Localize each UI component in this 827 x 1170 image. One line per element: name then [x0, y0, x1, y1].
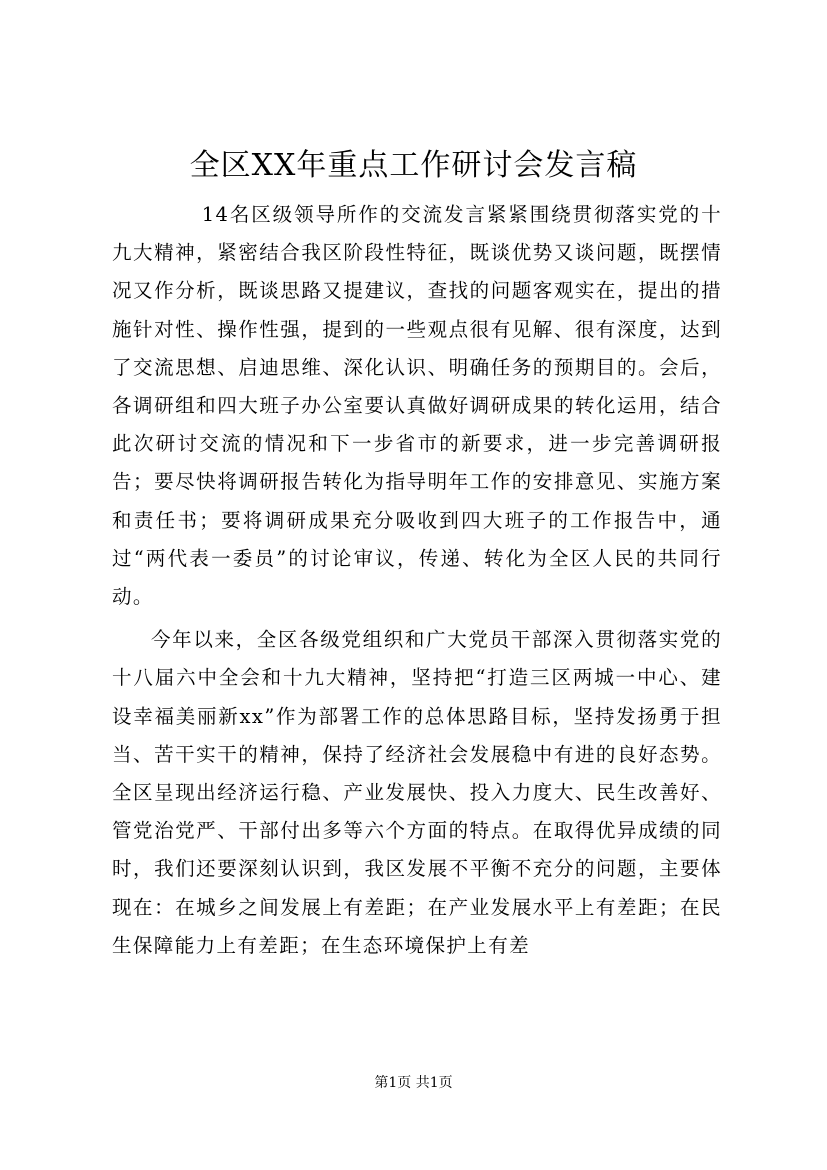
page-number-footer: 第1页 共1页 [374, 1075, 453, 1091]
document-title: 全区XX年重点工作研讨会发言稿 [189, 148, 638, 183]
paragraph-2: 今年以来，全区各级党组织和广大党员干部深入贯彻落实党的十八届六中全会和十九大精神，坚持把“打造三区两城一中心、建设幸福美丽新xx”作为部署工作的总体思路目标，坚持发扬勇于担当、苦干实干的精神，保持了经济社会发展稳中有进的良好态势。全区呈现出经济运行稳、产业发展快、投入力度大、民生改善好、管党治党严、干部付出多等六个方面的特点。在取得优异成绩的同时，我们还要深刻认识到，我区发展不平衡不充分的问题，主要体现在：在城乡之间发展上有差距；在产业发展水平上有差距；在民生保障能力上有差距；在生态环境保护上有差 [112, 628, 722, 957]
paragraph-1: 14名区级领导所作的交流发言紧紧围绕贯彻落实党的十九大精神，紧密结合我区阶段性特征，既谈优势又谈问题，既摆情况又作分析，既谈思路又提建议，查找的问题客观实在，提出的措施针对性、操作性强，提到的一些观点很有见解、很有深度，达到了交流思想、启迪思维、深化认识、明确任务的预期目的。会后，各调研组和四大班子办公室要认真做好调研成果的转化运用，结合此次研讨交流的情况和下一步省市的新要求，进一步完善调研报告；要尽快将调研报告转化为指导明年工作的安排意见、实施方案和责任书；要将调研成果充分吸收到四大班子的工作报告中，通过“两代表一委员”的讨论审议，传递、转化为全区人民的共同行动。 [112, 203, 722, 609]
document-body [112, 196, 722, 965]
